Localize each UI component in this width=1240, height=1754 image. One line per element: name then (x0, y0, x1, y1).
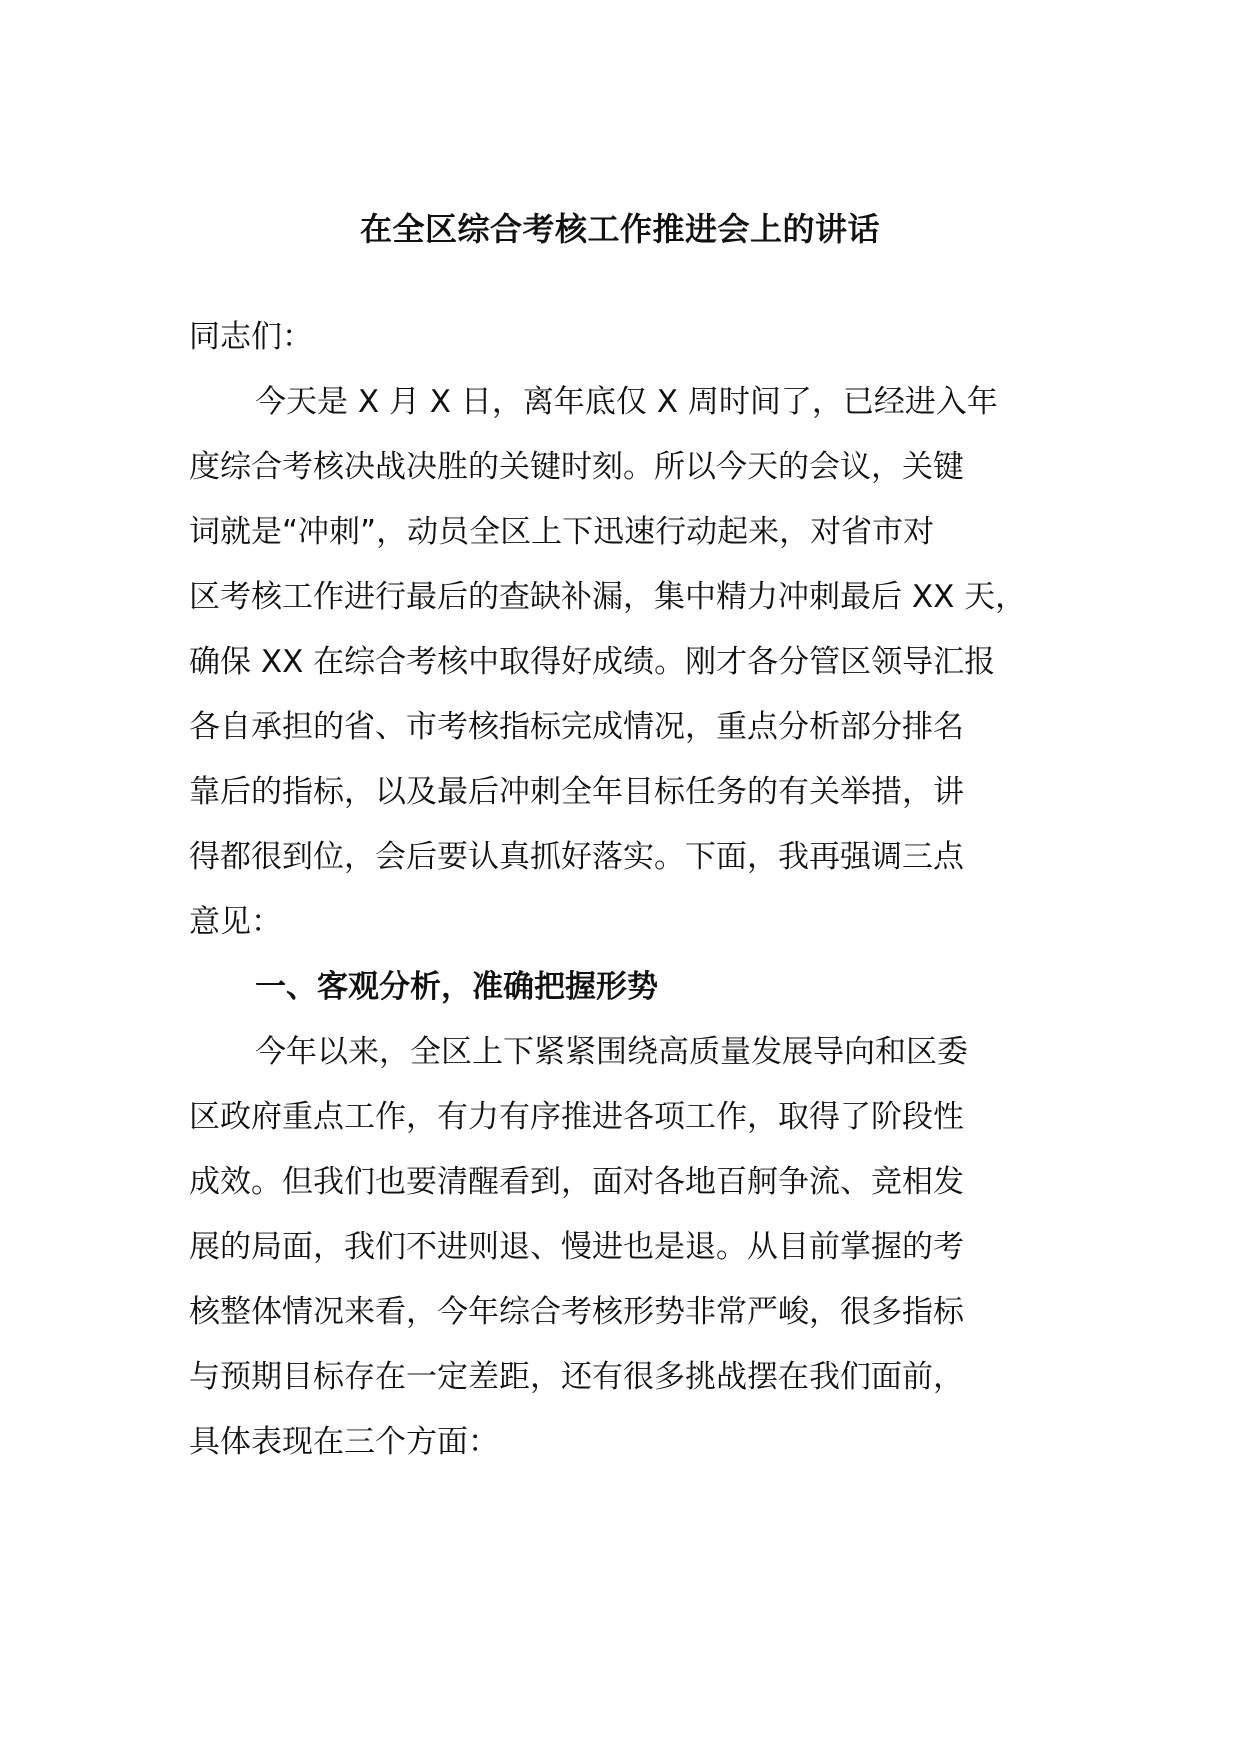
paragraph-line: 各自承担的省、市考核指标完成情况，重点分析部分排名 (189, 709, 964, 745)
paragraph-line: 度综合考核决战决胜的关键时刻。所以今天的会议，关键 (189, 449, 964, 485)
paragraph-line: 靠后的指标，以及最后冲刺全年目标任务的有关举措，讲 (189, 774, 964, 810)
paragraph-line: 展的局面，我们不进则退、慢进也是退。从目前掌握的考 (189, 1229, 964, 1265)
salutation: 同志们： (189, 319, 313, 355)
paragraph-line: 词就是“冲刺”，动员全区上下迅速行动起来，对省市对 (189, 514, 935, 550)
paragraph-line: 意见： (189, 904, 282, 940)
paragraph-line: 今年以来，全区上下紧紧围绕高质量发展导向和区委 (255, 1034, 968, 1070)
paragraph-line: 与预期目标存在一定差距，还有很多挑战摆在我们面前， (189, 1359, 964, 1395)
paragraph-line: 区政府重点工作，有力有序推进各项工作，取得了阶段性 (189, 1099, 964, 1135)
paragraph-line: 今天是 X 月 X 日，离年底仅 X 周时间了，已经进入年 (255, 384, 998, 420)
paragraph-line: 具体表现在三个方面： (189, 1424, 499, 1460)
paragraph-line: 成效。但我们也要清醒看到，面对各地百舸争流、竞相发 (189, 1164, 964, 1200)
document-body (189, 305, 1089, 1475)
paragraph-line: 区考核工作进行最后的查缺补漏，集中精力冲刺最后 XX 天， (189, 579, 1027, 615)
paragraph-line: 确保 XX 在综合考核中取得好成绩。刚才各分管区领导汇报 (189, 644, 996, 680)
paragraph-line: 得都很到位，会后要认真抓好落实。下面，我再强调三点 (189, 839, 964, 875)
document-title: 在全区综合考核工作推进会上的讲话 (359, 210, 880, 248)
section-heading: 一、客观分析，准确把握形势 (255, 969, 658, 1005)
paragraph-line: 核整体情况来看，今年综合考核形势非常严峻，很多指标 (189, 1294, 964, 1330)
